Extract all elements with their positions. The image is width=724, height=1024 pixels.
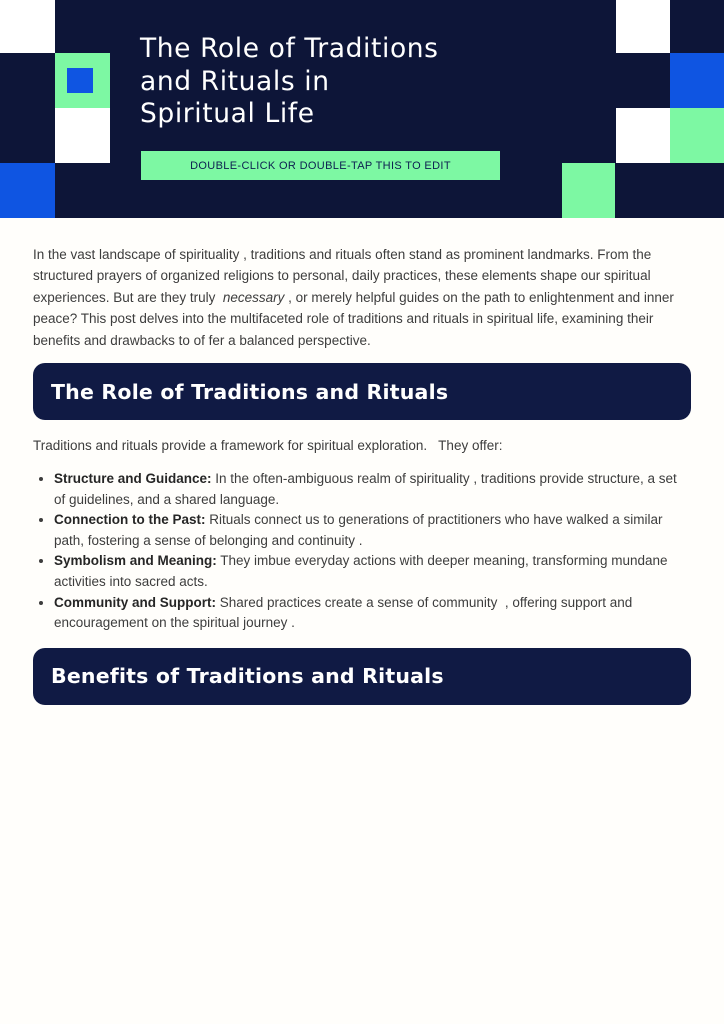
intro-text-pre: In the vast landscape of spirituality , traditions and rituals often stand as prominent landmarks. From the structured prayers of organized religions to personal, daily practices, these elements shape our spiritual experiences. But are they truly <box>33 247 656 305</box>
deco-square-white-top-right <box>616 0 670 53</box>
deco-square-white-right <box>616 108 670 163</box>
deco-square-green-bottom-right <box>562 163 615 218</box>
lead-paragraph: Traditions and rituals provide a framework for spiritual exploration. They offer: <box>33 438 503 454</box>
page-title <box>140 33 439 131</box>
list-item-text: Rituals connect us to generations of practitioners who have walked a similar path, fostering a sense of belonging and continuity . <box>54 512 667 548</box>
intro-paragraph <box>33 244 691 351</box>
list-item-text: In the often-ambiguous realm of spirituality , traditions provide structure, a set of guidelines, and a shared language. <box>54 471 681 507</box>
list-item <box>54 469 691 510</box>
list-item <box>54 551 691 592</box>
edit-placeholder-button[interactable]: DOUBLE-CLICK OR DOUBLE-TAP THIS TO EDIT <box>141 151 500 180</box>
list-item-label: Structure and Guidance: <box>54 471 212 487</box>
deco-square-blue-bottom-left <box>0 163 55 218</box>
list-item-text: They imbue everyday actions with deeper meaning, transforming mundane activities into sacred acts. <box>54 553 672 589</box>
page-title-line-1: The Role of Traditions <box>140 33 439 64</box>
deco-square-blue-inner <box>67 68 93 93</box>
list-item-label: Symbolism and Meaning: <box>54 553 217 569</box>
list-item <box>54 510 691 551</box>
intro-text-italic: necessary <box>222 289 285 305</box>
list-item-label: Community and Support: <box>54 594 216 610</box>
deco-square-blue-right <box>670 53 724 108</box>
bullet-list <box>33 469 691 634</box>
list-item <box>54 593 691 634</box>
deco-square-white-top-left <box>0 0 55 53</box>
section-heading-role-banner <box>33 363 691 420</box>
page-title-line-3: Spiritual Life <box>140 98 315 129</box>
deco-square-green-left <box>55 53 110 108</box>
deco-square-white-left <box>55 108 110 163</box>
page-title-line-2: and Rituals in <box>140 65 330 97</box>
list-item-text: Shared practices create a sense of community , offering support and encouragement on the spiritual journey . <box>54 594 636 631</box>
deco-square-green-right <box>670 108 724 163</box>
header-banner <box>0 0 724 218</box>
intro-text-post: , or merely helpful guides on the path to enlightenment and inner peace? This post delves into the multifaceted role of traditions and rituals in spiritual life, examining their benefits and drawbacks to of fer a balanced perspective. <box>33 289 678 348</box>
article-body <box>0 244 724 705</box>
section-heading-benefits-banner <box>33 648 691 705</box>
section-heading-benefits: Benefits of Traditions and Rituals <box>51 664 444 689</box>
section-heading-role: The Role of Traditions and Rituals <box>51 379 449 404</box>
list-item-label: Connection to the Past: <box>54 512 206 528</box>
